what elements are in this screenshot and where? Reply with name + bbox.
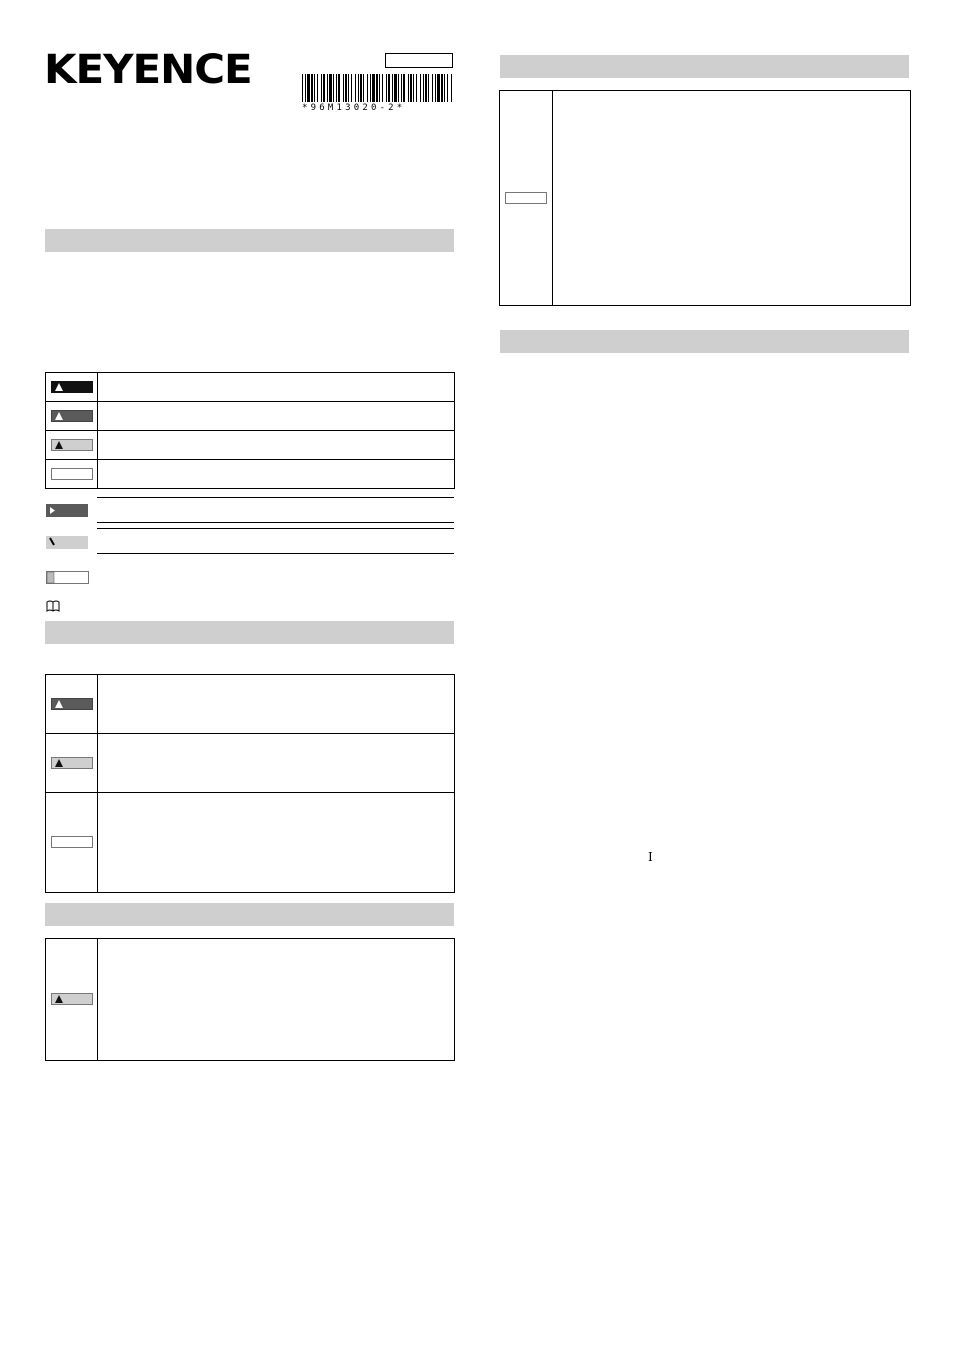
notice-row: [500, 91, 911, 306]
section-header-1: [45, 229, 454, 252]
danger-warning-triangle-icon: [51, 381, 93, 393]
important-label: [46, 504, 88, 517]
symbol-row-caution: [46, 431, 455, 460]
precaution-row-warning: [46, 675, 455, 734]
barcode: [302, 74, 452, 102]
notice-label-icon: [51, 836, 93, 848]
rule: [97, 553, 454, 554]
section-header-4: [500, 55, 909, 78]
section-header-3: [45, 903, 454, 926]
symbol-row-notice: [46, 460, 455, 489]
tab-marker: [46, 571, 90, 585]
barcode-text: *96M13020-2*: [302, 103, 406, 113]
section-header-5: [500, 330, 909, 353]
keyence-logo: KEYENCE: [44, 47, 252, 93]
pen-icon: [46, 536, 88, 549]
precaution-row-notice: [46, 793, 455, 893]
play-icon: [46, 504, 88, 517]
caution-table: [45, 938, 455, 1061]
caution-triangle-icon: [51, 757, 93, 769]
symbol-table: [45, 372, 455, 489]
rule: [97, 522, 454, 523]
tab-marker-icon: [46, 571, 90, 585]
precaution-row-caution: [46, 734, 455, 793]
symbol-row-danger: [46, 373, 455, 402]
reference-marker: [46, 599, 60, 617]
warning-triangle-icon: [51, 698, 93, 710]
document-number-box: [385, 53, 453, 68]
rule: [97, 497, 454, 498]
caution-row: [46, 939, 455, 1061]
warning-triangle-icon: [51, 410, 93, 422]
caution-triangle-icon: [51, 439, 93, 451]
section-header-2: [45, 621, 454, 644]
symbol-row-warning: [46, 402, 455, 431]
text-cursor: I: [648, 850, 653, 864]
rule: [97, 528, 454, 529]
point-label: [46, 536, 88, 549]
book-icon: [46, 600, 60, 612]
precautions-table: [45, 674, 455, 893]
notice-label-icon: [505, 192, 547, 204]
notice-table: [499, 90, 911, 306]
notice-label-icon: [51, 468, 93, 480]
barcode-bar: [451, 74, 452, 102]
caution-triangle-icon: [51, 993, 93, 1005]
